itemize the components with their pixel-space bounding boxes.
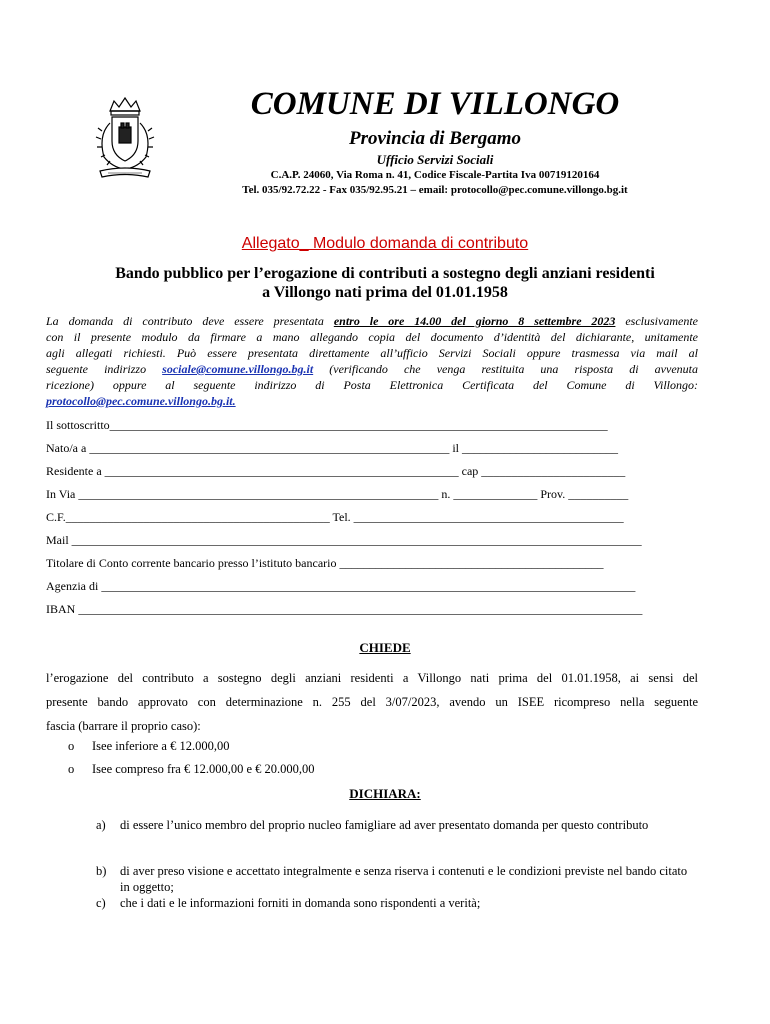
field-residenza[interactable]: Residente a ___________________________________________________________ cap ________________________ (46, 464, 626, 478)
office-name: Ufficio Servizi Sociali (376, 152, 494, 167)
field-iban[interactable]: IBAN ______________________________________________________________________________________________ (46, 602, 643, 616)
field-agenzia[interactable]: Agenzia di _________________________________________________________________________________________ (46, 579, 636, 593)
office-address: C.A.P. 24060, Via Roma n. 41, Codice Fiscale-Partita Iva 00719120164 (270, 169, 600, 181)
intro-line-3: agli allegati richiesti. Può essere presentata direttamente all’ufficio Servizi Sociali oppure trasmessa via mail al (46, 346, 698, 360)
bando-title-line-1: Bando pubblico per l’erogazione di contributi a sostegno degli anziani residenti (115, 265, 655, 282)
deadline-text: entro le ore 14.00 del giorno 8 settembre 2023 (333, 314, 616, 328)
item-text: di aver preso visione e accettato integralmente e senza riserva i contenuti e le condizioni previste nel bando citato in oggetto; (120, 864, 688, 894)
province-name: Provincia di Bergamo (348, 128, 522, 149)
request-line-2: presente bando approvato con determinazione n. 255 del 3/07/2023, avendo un ISEE ricompreso nella seguente (46, 695, 698, 709)
declaration-item-c (96, 895, 698, 913)
checkbox-circle-icon[interactable]: o (68, 762, 75, 776)
bando-title-line-2: a Villongo nati prima del 01.01.1958 (262, 284, 508, 301)
intro-line-1 (46, 313, 698, 329)
field-sottoscritto[interactable]: Il sottoscritto___________________________________________________________________________________ (46, 418, 608, 432)
declaration-item-b (96, 863, 698, 897)
field-mail[interactable]: Mail _______________________________________________________________________________________________ (46, 533, 642, 547)
option-label: Isee inferiore a € 12.000,00 (92, 739, 230, 753)
option-isee-mid[interactable] (68, 762, 315, 777)
request-line-1: l’erogazione del contributo a sostegno degli anziani residenti a Villongo nati prima del 01.01.1958, ai sensi del (46, 671, 698, 685)
item-marker: c) (96, 896, 106, 910)
email-link-sociale[interactable]: sociale@comune.villongo.bg.it (162, 362, 314, 376)
intro-line-4 (46, 361, 698, 377)
item-text: di essere l’unico membro del proprio nucleo famigliare ad aver presentato domanda per questo contributo (120, 818, 649, 832)
request-line-3: fascia (barrare il proprio caso): (46, 719, 201, 733)
option-isee-low[interactable] (68, 739, 229, 754)
dichiara-heading: DICHIARA: (349, 786, 421, 801)
document-heading: Allegato_ Modulo domanda di contributo (241, 235, 529, 252)
intro-text: esclusivamente (615, 314, 698, 328)
intro-line-2: con il presente modulo da firmare a mano allegando copia del documento d’identità del dichiarante, unitamente (46, 330, 698, 344)
item-text: che i dati e le informazioni forniti in domanda sono rispondenti a verità; (120, 896, 481, 910)
field-banca[interactable]: Titolare di Conto corrente bancario presso l’istituto bancario ____________________________________________ (46, 556, 604, 570)
option-label: Isee compreso fra € 12.000,00 e € 20.000,00 (92, 762, 315, 776)
field-indirizzo[interactable]: In Via ____________________________________________________________ n. ______________ Prov. __________ (46, 487, 629, 501)
field-luogo-data-nascita[interactable]: Nato/a a ____________________________________________________________ il __________________________ (46, 441, 618, 455)
item-marker: a) (96, 818, 106, 832)
intro-text: seguente indirizzo (46, 362, 163, 376)
office-contacts: Tel. 035/92.72.22 - Fax 035/92.95.21 – email: protocollo@pec.comune.villongo.bg.it (242, 184, 628, 196)
intro-line-5: ricezione) oppure al seguente indirizzo di Posta Elettronica Certificata del Comune di Villongo: (46, 378, 698, 392)
checkbox-circle-icon[interactable]: o (68, 739, 75, 753)
declaration-item-a (96, 817, 698, 851)
chiede-heading: CHIEDE (359, 640, 411, 655)
intro-line-6 (46, 393, 698, 409)
pec-email-link[interactable]: protocollo@pec.comune.villongo.bg.it. (46, 394, 236, 408)
field-cf-telefono[interactable]: C.F.____________________________________________ Tel. _____________________________________________ (46, 510, 624, 524)
item-marker: b) (96, 864, 107, 878)
intro-text: (verificando che venga restituita una risposta di avvenuta (313, 362, 698, 376)
intro-text: La domanda di contributo deve essere presentata (46, 314, 334, 328)
town-name: COMUNE DI VILLONGO (250, 86, 620, 122)
